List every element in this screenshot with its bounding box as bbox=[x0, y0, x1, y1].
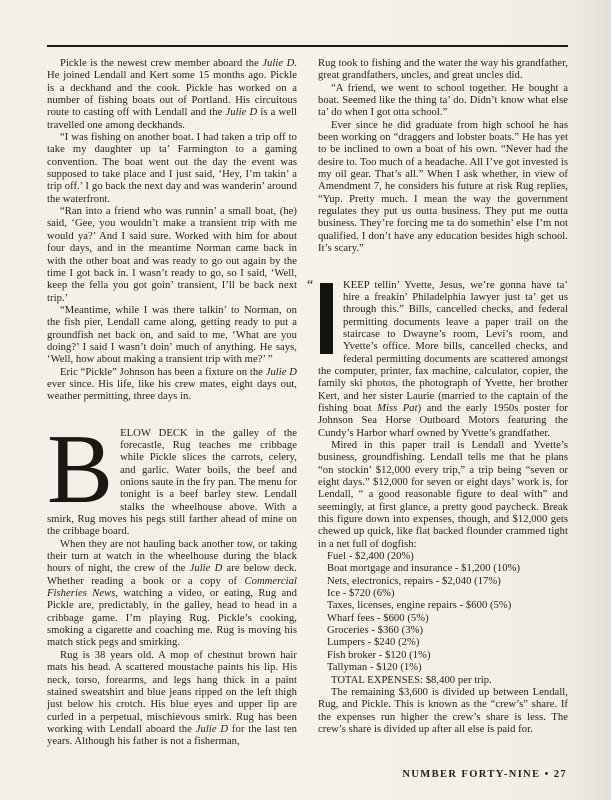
top-rule bbox=[47, 45, 568, 47]
paragraph-rug-description: Rug is 38 years old. A mop of chestnut brown hair mats his head. A scattered moustache paints his lip. His neck, torso, forearms, and legs hang thick in a paint stained sweatshirt and blue jeans ripped on the left thigh just below his crotch. His blue eyes and upper lip are curled in a perpetual, mischievous smirk. Rug has been working with Lendall aboard the Julie D for the last ten years. Although his father is not a fisherman, bbox=[47, 649, 297, 748]
paragraph-remaining: The remaining $3,600 is divided up between Lendall, Rug, and Pickle. This is known as the “crew’s” share. If the expenses run higher the crew’s share is less. The crew’s share is divided up after all else is paid for. bbox=[318, 686, 568, 735]
section-keep-tellin: “ KEEP tellin’ Yvette, Jesus, we’re gonna have ta’ hire a freakin’ Philadelphia lawyer just ta’ get us through this.” Bills, cancelled checks, and federal permitting documents leave a paper trail on the staircase to Dwayne’s room, Levi’s room, and Yvette’s office. More bills, cancelled checks, and federal permitting documents are scattered amongst the computer, printer, fax machine, calculator, copier, the family ski photos, the photograph of Yvette, her brother Kert, and her sister Laurie (married to the captain of the fishing boat Miss Pat) and the early 1950s poster for Johnson Sea Horse Outboard Motors featuring the Cundy’s Harbor wharf owned by Yvette’s grandfather. bbox=[307, 277, 568, 439]
paragraph-rug-took-to-fishing: Rug took to fishing and the water the way his grandfather, great grandfathers, uncles, and great uncles did. bbox=[318, 58, 568, 82]
expense-item-taxes: Taxes, licenses, engine repairs - $600 (5%) bbox=[327, 600, 512, 612]
section-break bbox=[318, 256, 568, 280]
paragraph-eric-pickle: Eric “Pickle” Johnson has been a fixture on the Julie D ever since. His life, like his crew mates, eight days out, weather permitting, three days in. bbox=[47, 366, 297, 403]
hanging-open-quote: “ bbox=[307, 277, 314, 293]
paragraph-mired: Mired in this paper trail is Lendall and Yvette’s business, groundfishing. Lendall tells me that he plans “on stockin’ $12,000 every trip,” a trip being “seven or eight days.” $12,000 for seven or eight days’ work is, for Lendall, “ a good reasonable figure to deal with” and seemingly, at first glance, a pretty good paycheck. Break this figure down into expenses, though, and $12,000 gets chewed up quick, like flat backed flounder crammed tight in a net full of dogfish: bbox=[318, 439, 568, 550]
paragraph-ran-into-friend: “Ran into a friend who was runnin’ a small boat, (he) said, ‘Gee, you wouldn’t make a transient trip with me would ya?’ And I said sure. Worked with him for about four days, and in the meantime Norman came back in with the other boat and was ready to go out again by the time I got back in. I wasn’t ready to go, so I said, ‘Well, keep the fella you got goin’ transient, I’ll be back next trip.’ bbox=[47, 206, 297, 304]
right-column bbox=[307, 58, 568, 749]
expense-item-mortgage: Boat mortgage and insurance - $1,200 (10%) bbox=[327, 563, 521, 575]
expense-item-groceries: Groceries - $360 (3%) bbox=[327, 625, 424, 637]
expense-item-wharf: Wharf fees - $600 (5%) bbox=[327, 612, 429, 624]
paragraph-hauling-back: When they are not hauling back another tow, or taking their turn at watch in the wheelhouse during the black hours of night, the crew of the Julie D are below deck. Whether reading a book or a copy of Commercial Fisheries News, watching a video, or eating, Rug and Pickle are, predictably, in the galley, head to head in a cribbage game. I’m playing Rug. Pickle’s cooking, smoking a cigarette and coaching me. Rug is moving his match stick pegs and smirking. bbox=[47, 538, 297, 649]
paragraph-a-friend: “A friend, we went to school together. He bought a boat. Seemed like the thing ta’ do. Didn’t know what else ta’ do when I got otta school.” bbox=[318, 82, 568, 119]
text-columns bbox=[47, 58, 568, 749]
expense-item-ice: Ice - $720 (6%) bbox=[327, 588, 395, 600]
dropcap-b: B bbox=[47, 414, 114, 524]
page-footer-folio: NUMBER FORTY-NINE • 27 bbox=[402, 769, 567, 780]
expense-item-nets: Nets, electronics, repairs - $2,040 (17%) bbox=[327, 575, 501, 587]
expense-item-lumpers: Lumpers - $240 (2%) bbox=[327, 637, 420, 649]
section-below-deck: BELOW DECK in the galley of the forecastle, Rug teaches me cribbage while Pickle slices the carrots, celery, and garlic. Water boils, the beef and onions saute in the fry pan. The menu for tonight is a beef barley stew. Lendall stalks the wheelhouse above. With a smirk, Rug moves his pegs still farther ahead of mine on the cribbage board. bbox=[47, 414, 297, 538]
page-content bbox=[47, 45, 568, 749]
expense-item-fuel: Fuel - $2,400 (20%) bbox=[327, 551, 414, 563]
left-column bbox=[47, 58, 297, 749]
dropcap-i bbox=[320, 283, 333, 354]
paragraph-ever-since: Ever since he did graduate from high school he has been working on “draggers and lobster boats.” He has yet to be inclined to own a boat of his own. “Never had the desire to. Too much of a headache. All I’ve got invested is my oil gear. That’s all.” When I ask whether, in view of Amendment 7, he considers his future at risk Rug replies, “Yup. Pretty much. I mean the way the government regulates they put us outta business. They put me outta business. They’re forcing me ta do somethin’ else I’m not qualified. I don’t have any education besides high school. It’s scary.” bbox=[318, 119, 568, 255]
expense-list bbox=[318, 551, 568, 674]
expense-item-tallyman: Tallyman - $120 (1%) bbox=[327, 662, 422, 674]
paragraph-fishing-quote: “I was fishing on another boat. I had taken a trip off to take my daughter up ta’ Farmington to a gaming convention. The boat went out the day the event was supposed to take place and I just said, ‘Hey, I’m takin’ a trip off.’ I go back the next day and was wanderin’ around the waterfront. bbox=[47, 132, 297, 205]
paragraph-meantime: “Meantime, while I was there talkin’ to Norman, on the fish pier, Lendall came along, getting ready to put a groundfish net back on, and said to me, ‘What are you doing?’ I said I wasn’t doin’ much of anything. He says, ‘Well, how about making a transient trip with me?’ ” bbox=[47, 304, 297, 366]
expense-item-fish-broker: Fish broker - $120 (1%) bbox=[327, 649, 431, 661]
paragraph-pickle-intro: Pickle is the newest crew member aboard the Julie D. He joined Lendall and Kert some 15 months ago. Pickle is a deckhand and the cook. Pickle has worked on a number of fishing boats out of Portland. His circuitous route to casting off with Lendall and the Julie D is a well travelled one among deckhands. bbox=[47, 58, 297, 131]
total-expenses-line: TOTAL EXPENSES: $8,400 per trip. bbox=[331, 674, 492, 686]
